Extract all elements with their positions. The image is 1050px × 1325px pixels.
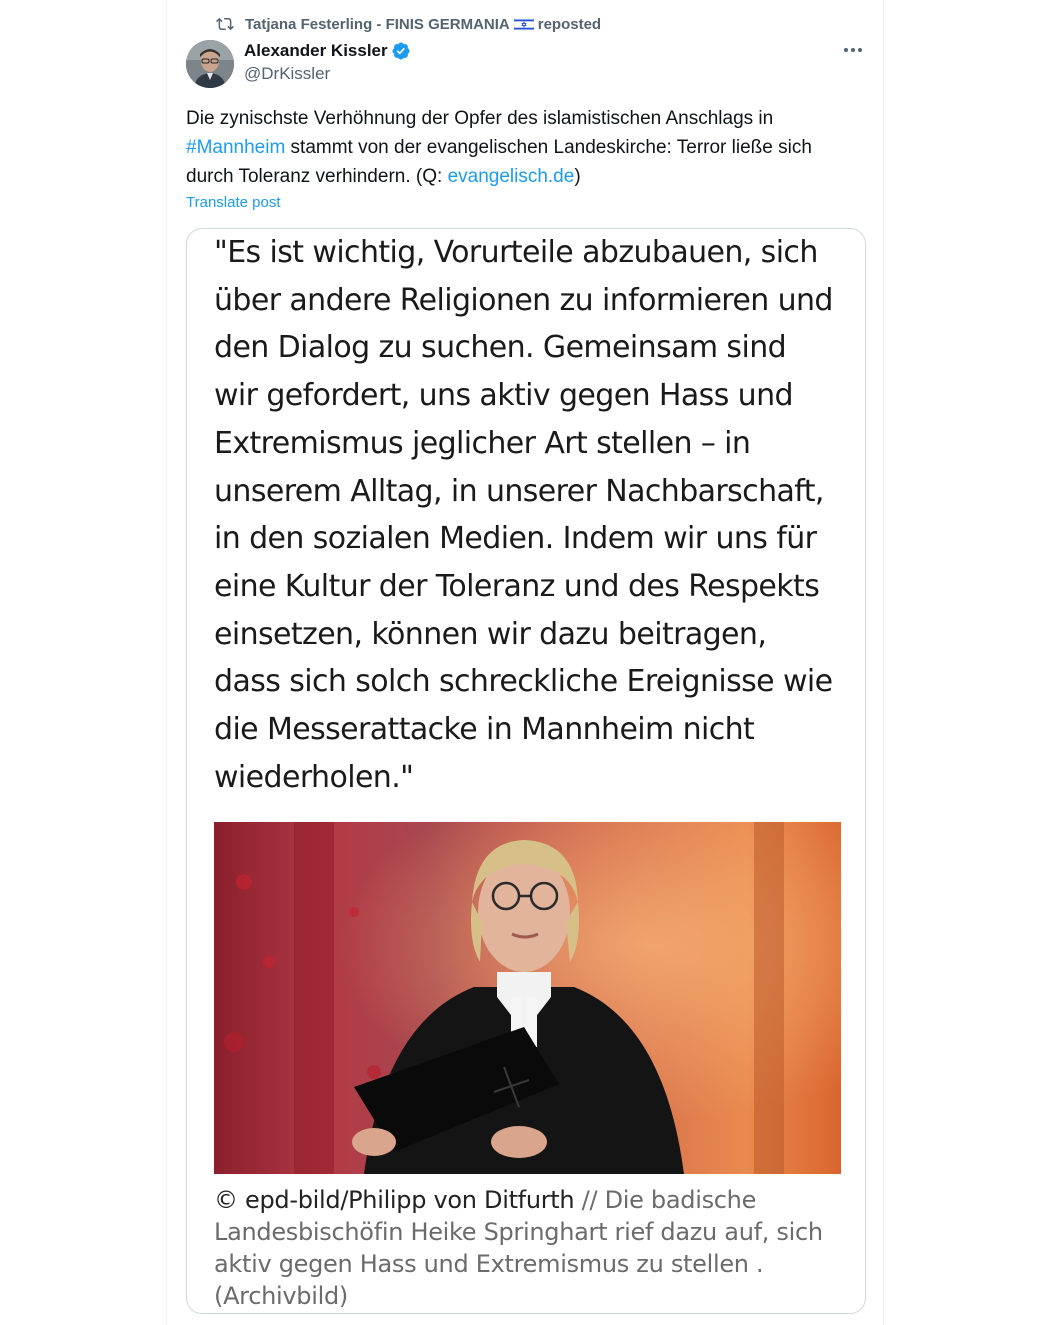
repost-user[interactable]: Tatjana Festerling - FINIS GERMANIA: [245, 15, 510, 33]
source-link[interactable]: evangelisch.de: [447, 166, 575, 187]
tweet-text-part: ): [574, 166, 581, 187]
israel-flag-icon: [514, 18, 534, 31]
translate-post-link[interactable]: Translate post: [186, 194, 281, 211]
repost-header[interactable]: [215, 14, 601, 34]
more-options-icon[interactable]: [841, 38, 865, 62]
author-name-row[interactable]: [244, 40, 411, 62]
tweet-text: [186, 104, 856, 191]
bishop-photo[interactable]: [214, 822, 841, 1174]
bishop-photo-image: [214, 822, 841, 1174]
tweet-text-part: stammt von der evangelischen Landeskirche: Terror ließe sich durch Toleranz verhindern. (Q:: [186, 137, 812, 187]
repost-suffix: reposted: [537, 15, 602, 33]
hashtag-link[interactable]: #Mannheim: [186, 137, 286, 158]
quote-text: "Es ist wichtig, Vorurteile abzubauen, sich über andere Religionen zu informieren und den Dialog zu suchen. Gemeinsam sind wir gefordert, uns aktiv gegen Hass und Extremismus jeglicher Art stellen – in unserem Alltag, in unserer Nachbarschaft, in den sozialen Medien. Indem wir uns für eine Kultur der Toleranz und des Respekts einsetzen, können wir dazu beitragen, dass sich solch schreckliche Ereignisse wie die Messerattacke in Mannheim nicht wiederholen.": [214, 235, 833, 795]
author-handle[interactable]: @DrKissler: [244, 64, 331, 83]
caption-text: Die badische Landesbischöfin Heike Springhart rief dazu auf, sich aktiv gegen Hass und Extremismus zu stellen . (Archivbild): [214, 1186, 823, 1310]
author-display-name[interactable]: Alexander Kissler: [244, 41, 388, 60]
repost-icon: [215, 15, 235, 33]
photo-caption: [214, 1184, 834, 1312]
tweet-text-part: Die zynischste Verhöhnung der Opfer des islamistischen Anschlags in: [186, 108, 774, 129]
avatar[interactable]: [186, 40, 234, 88]
tweet-container: [166, 0, 884, 1325]
caption-separator: //: [574, 1186, 605, 1214]
photo-credit: © epd-bild/Philipp von Ditfurth: [214, 1186, 575, 1214]
verified-badge-icon[interactable]: [391, 41, 411, 61]
media-card[interactable]: [186, 228, 866, 1314]
avatar-image: [186, 40, 234, 88]
